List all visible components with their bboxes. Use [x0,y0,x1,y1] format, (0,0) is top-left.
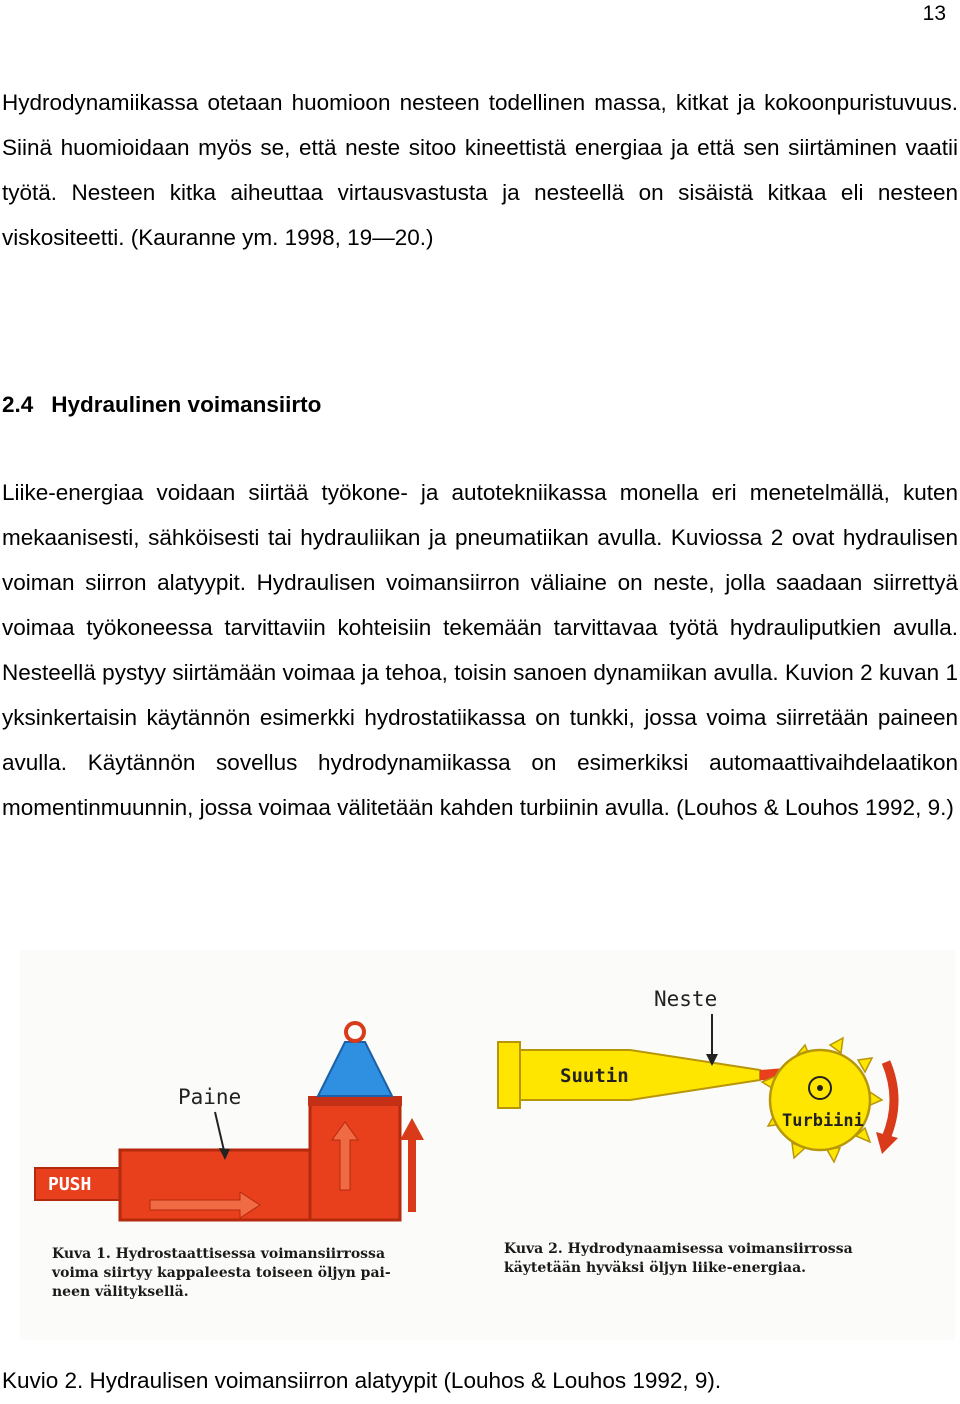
caption-left-line-1: Kuva 1. Hydrostaattisessa voimansiirrossa [52,1246,386,1262]
caption-left-line-2: voima siirtyy kappaleesta toiseen öljyn pai- [52,1265,391,1281]
hydraulic-figure [20,950,955,1340]
paragraph-hydraulic-transmission: Liike-energiaa voidaan siirtää työkone- ja autotekniikassa monella eri menetelmällä, kuten mekaanisesti, sähköisesti tai hydrauliikan ja pneumatiikan avulla. Kuviossa 2 ovat hydraulisen voiman siirron alatyypit. Hydraulisen voimansiirron väliaine on neste, jolla saadaan siirrettyä voimaa työkoneessa tarvittaviin kohteisiin tekemään tarvittavaa työtä hydrauliputkien avulla. Nesteellä pystyy siirtämään voimaa ja tehoa, toisin sanoen dynamiikan avulla. Kuvion 2 kuvan 1 yksinkertaisin käytännön esimerkki hydrostatiikassa on tunkki, jossa voima siirretään paineen avulla. Käytännön sovellus hydrodynamiikassa on esimerkiksi automaattivaihdelaatikon momentinmuunnin, jossa voimaa välitetään kahden turbiinin avulla. (Louhos & Louhos 1992, 9.) [2,480,958,820]
suutin-label: Suutin [560,1065,629,1087]
section-title: Hydraulinen voimansiirto [51,392,322,417]
paragraph-hydrodynamics: Hydrodynamiikassa otetaan huomioon nesteen todellinen massa, kitkat ja kokoonpuristuvuus. Siinä huomioidaan myös se, että neste sitoo kineettistä energiaa ja että sen siirtäminen vaatii työtä. Nesteen kitka aiheuttaa virtausvastusta ja nesteellä on sisäistä kitkaa eli nesteen viskositeetti. (Kauranne ym. 1998, 19—20.) [2,90,958,250]
caption-left-line-3: neen välityksellä. [52,1284,189,1300]
figure-caption: Kuvio 2. Hydraulisen voimansiirron alatyypit (Louhos & Louhos 1992, 9). [2,1368,722,1393]
page-number: 13 [922,2,946,25]
neste-label: Neste [654,987,718,1011]
nozzle-flange [498,1042,520,1108]
push-label: PUSH [48,1174,92,1195]
section-heading [2,392,321,418]
caption-right-line-1: Kuva 2. Hydrodynaamisessa voimansiirrossa [504,1241,853,1257]
section-number: 2.4 [2,392,34,417]
vertical-cylinder [310,1100,400,1220]
turbine-axle [817,1085,823,1091]
piston-plate [308,1096,402,1106]
paine-label: Paine [178,1085,242,1109]
turbiini-label: Turbiini [782,1111,864,1131]
caption-right-line-2: käytetään hyväksi öljyn liike-energiaa. [504,1260,807,1276]
